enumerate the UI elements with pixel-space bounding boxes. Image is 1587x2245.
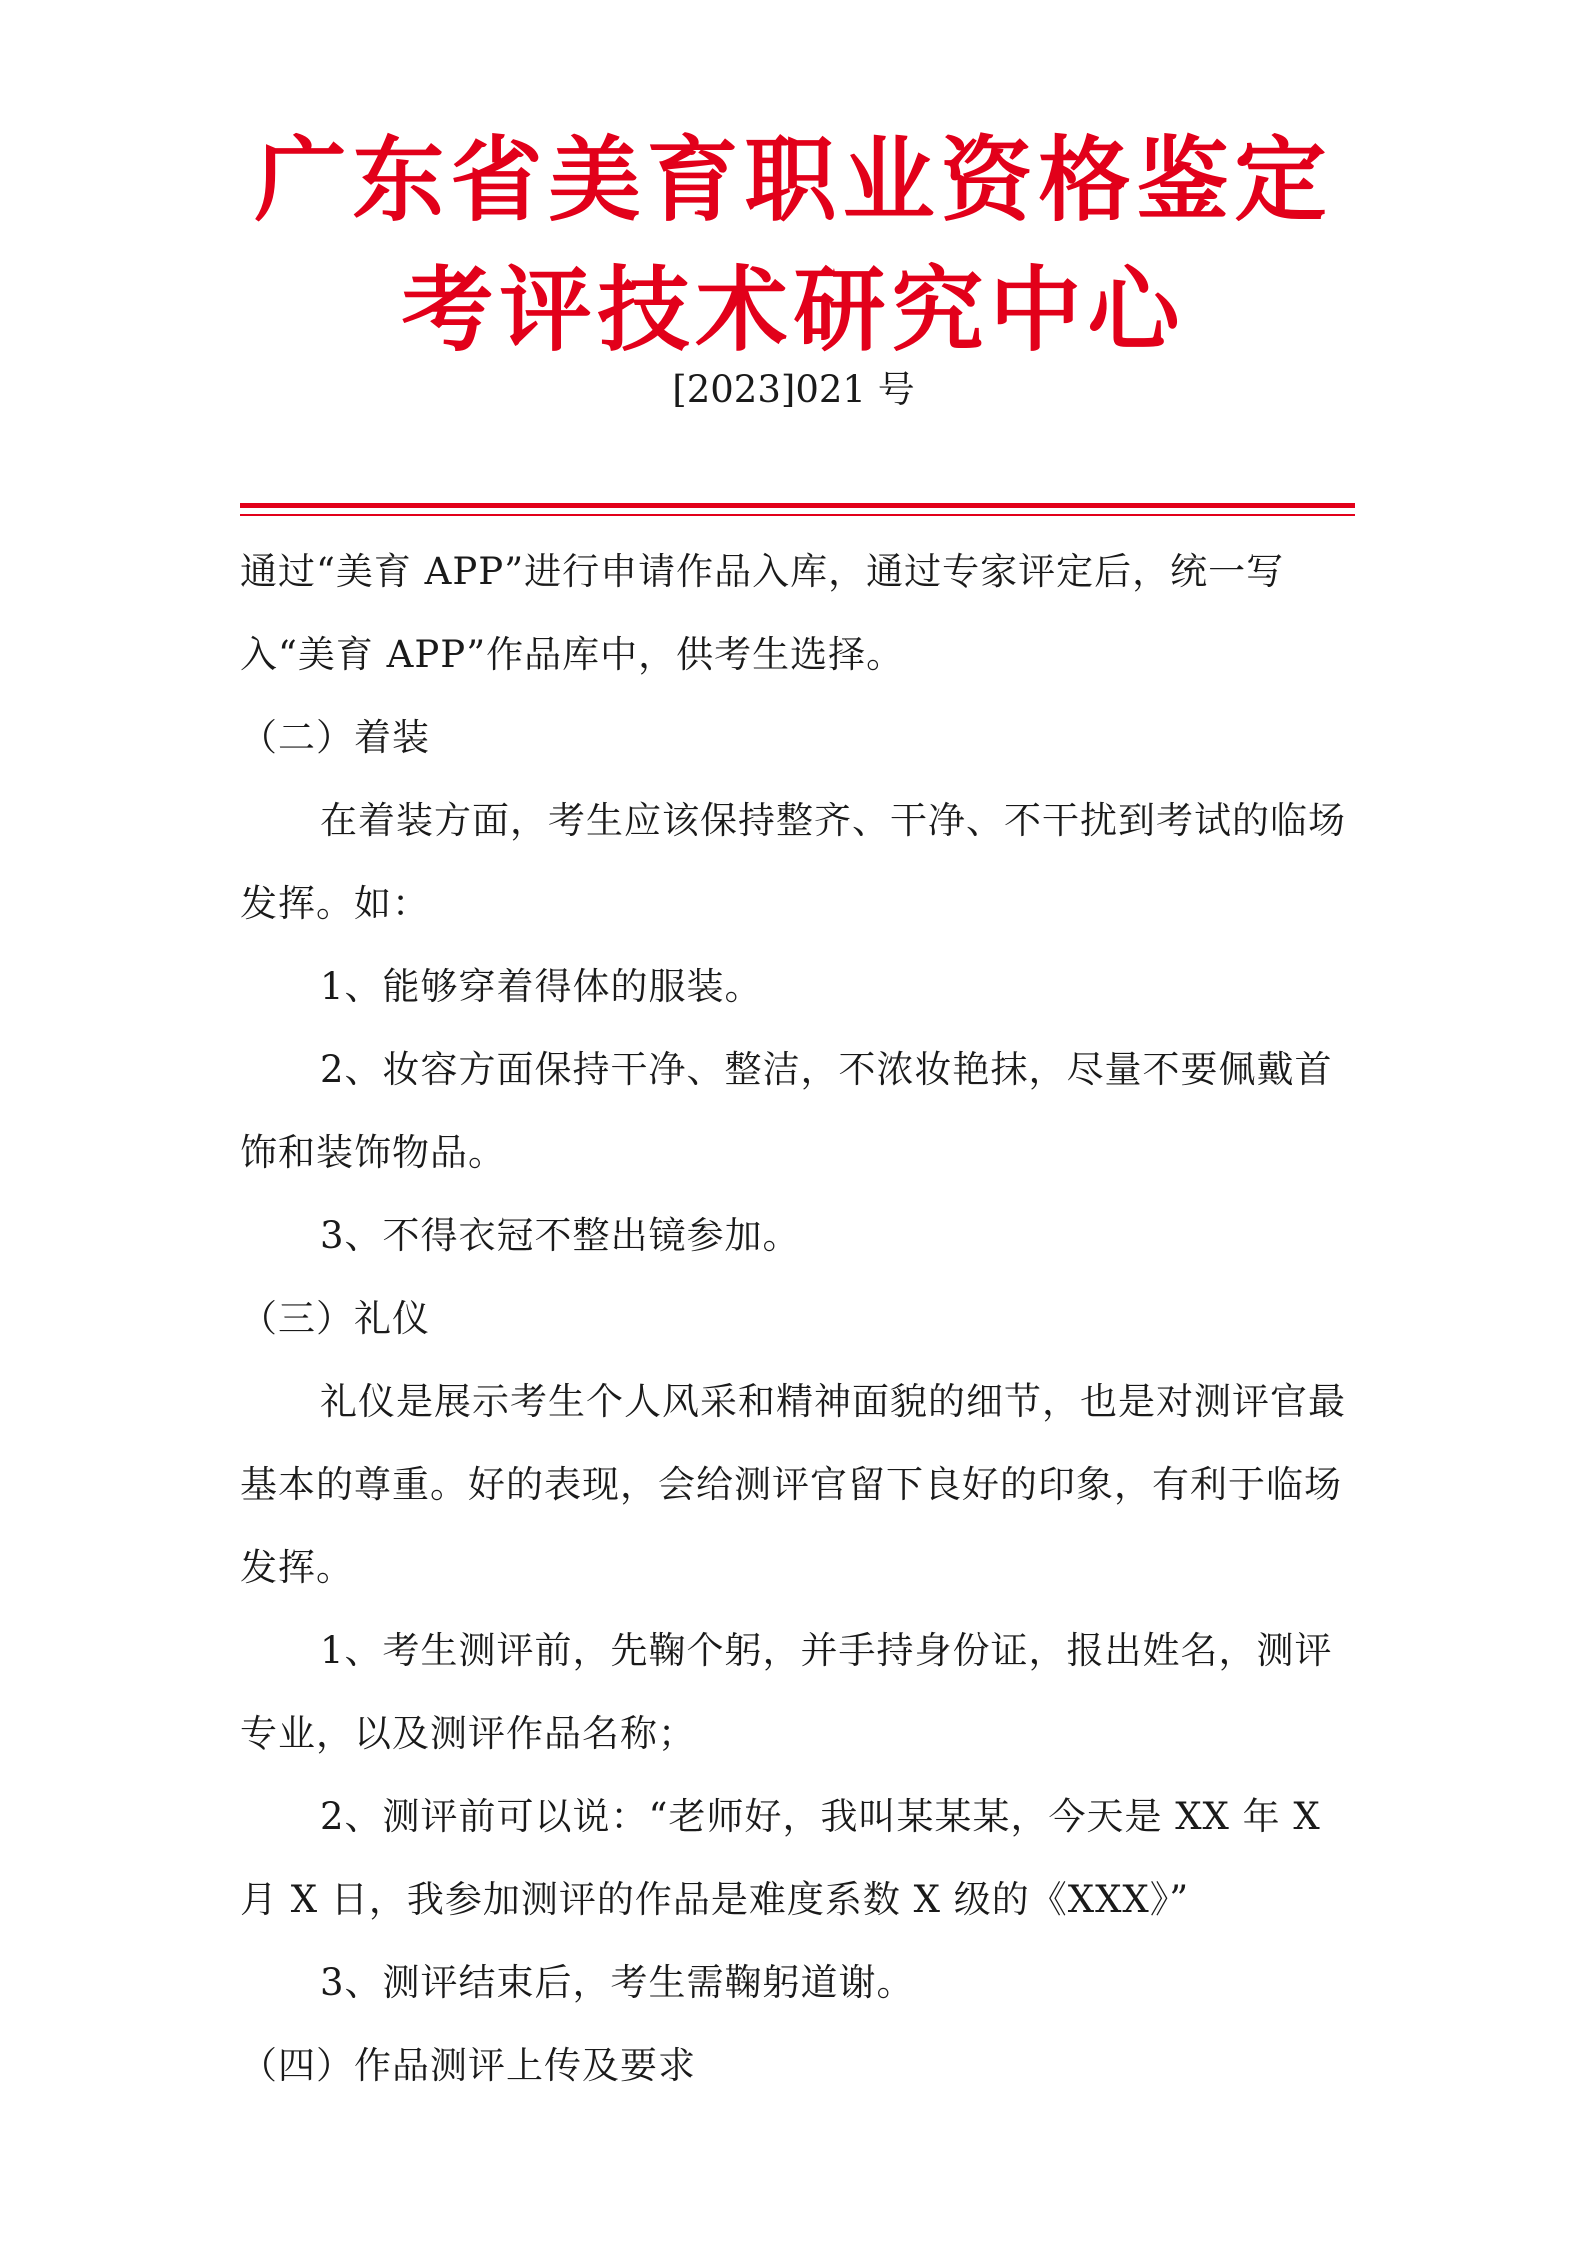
list-item-etiquette-1: 1、考生测评前，先鞠个躬，并手持身份证，报出姓名，测评专业，以及测评作品名称；: [240, 1629, 1333, 1755]
document-number: [2023]021 号: [672, 368, 915, 411]
header-rule-thick: [240, 503, 1355, 508]
paragraph-continuation: 通过“美育 APP”进行申请作品入库，通过专家评定后，统一写入“美育 APP”作品库中，供考生选择。: [240, 550, 1285, 676]
section-heading-etiquette: （三）礼仪: [240, 1297, 430, 1340]
section-heading-upload: （四）作品测评上传及要求: [240, 2044, 696, 2087]
list-item-etiquette-3: 3、测评结束后，考生需鞠躬道谢。: [320, 1961, 915, 2004]
list-item-attire-1: 1、能够穿着得体的服装。: [320, 965, 763, 1008]
section-heading-attire: （二）着装: [240, 716, 430, 759]
list-item-attire-3: 3、不得衣冠不整出镜参加。: [320, 1214, 801, 1257]
org-title-line2: 考评技术研究中心: [401, 257, 1186, 364]
document-body: [240, 530, 1355, 2107]
list-item-etiquette-2: 2、测评前可以说：“老师好，我叫某某某，今天是 XX 年 X 月 X 日，我参加测评的作品是难度系数 X 级的《XXX》”: [240, 1795, 1321, 1921]
paragraph-attire-intro: 在着装方面，考生应该保持整齐、干净、不干扰到考试的临场发挥。如：: [240, 799, 1346, 925]
list-item-attire-2: 2、妆容方面保持干净、整洁，不浓妆艳抹，尽量不要佩戴首饰和装饰物品。: [240, 1048, 1333, 1174]
header-rule-thin: [240, 514, 1355, 516]
paragraph-etiquette-intro: 礼仪是展示考生个人风采和精神面貌的细节，也是对测评官最基本的尊重。好的表现，会给测评官留下良好的印象，有利于临场发挥。: [240, 1380, 1346, 1589]
org-title-line1: 广东省美育职业资格鉴定: [254, 127, 1333, 234]
